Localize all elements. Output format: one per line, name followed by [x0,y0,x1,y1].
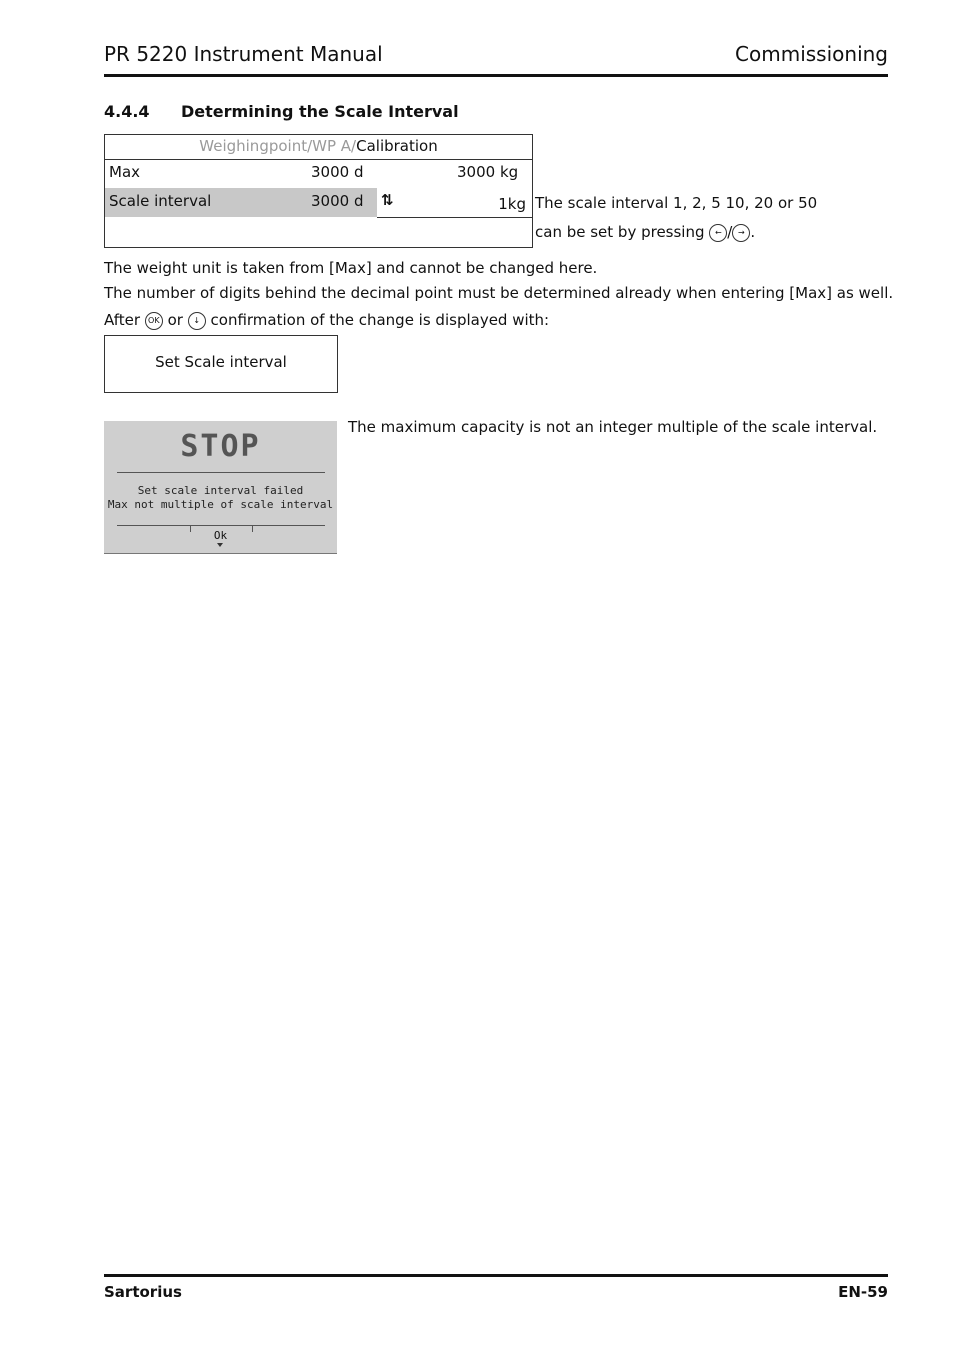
company-name: Sartorius [104,1283,182,1301]
page-footer [104,1274,888,1301]
page-number: EN-59 [838,1283,888,1301]
max-row [105,159,532,187]
breadcrumb-current: Calibration [356,137,438,155]
ok-softkey[interactable]: Ok [213,529,228,542]
scale-interval-note-line1: The scale interval 1, 2, 5 10, 20 or 50 [535,194,818,212]
stop-description: The maximum capacity is not an integer multiple of the scale interval. [348,418,878,436]
paragraph-unit: The weight unit is taken from [Max] and cannot be changed here. [104,259,598,277]
max-label: Max [109,163,141,181]
panel-breadcrumb [105,135,532,160]
confirmation-message: Set Scale interval [155,353,287,371]
left-arrow-key-icon: ← [709,224,727,242]
ok-key-icon: OK [145,312,163,330]
confirm-after: After [104,311,141,329]
error-message-line1: Set scale interval failed [137,484,304,497]
stop-title: STOP [180,429,261,464]
note-text: can be set by pressing [535,223,705,241]
error-message-line2: Max not multiple of scale interval [107,498,334,511]
confirm-or: or [167,311,183,329]
paragraph-confirmation [104,311,549,330]
divider [117,525,325,526]
section-title: Determining the Scale Interval [181,102,459,121]
section-number: 4.4.4 [104,102,150,121]
divider [117,472,325,473]
scale-interval-value: 1kg [498,195,526,213]
scale-interval-field[interactable] [377,188,532,218]
stop-error-screen [104,421,337,554]
scale-interval-note-line2: can be set by pressing ← / → . [535,223,756,241]
confirmation-message-box [104,335,338,393]
enter-key-icon: ↓ [188,312,206,330]
scale-interval-digits: 3000 d [311,192,364,210]
note-period: . [750,223,756,241]
breadcrumb-path: Weighingpoint/WP A/ [199,137,357,155]
right-arrow-key-icon: → [732,224,750,242]
section-heading [104,102,459,121]
max-digits: 3000 d [311,163,364,181]
confirm-rest: confirmation of the change is displayed with: [210,311,550,329]
page-header [104,40,888,77]
chapter-title: Commissioning [735,42,888,66]
manual-title: PR 5220 Instrument Manual [104,42,383,66]
scale-interval-row[interactable] [105,188,377,217]
calibration-panel [104,134,533,248]
max-weight: 3000 kg [457,163,519,181]
paragraph-decimal: The number of digits behind the decimal point must be determined already when entering [Max] as well. [104,284,894,302]
scale-interval-label: Scale interval [109,192,212,210]
down-arrow-icon [217,543,223,547]
up-down-arrows-icon: ⇅ [381,191,394,209]
